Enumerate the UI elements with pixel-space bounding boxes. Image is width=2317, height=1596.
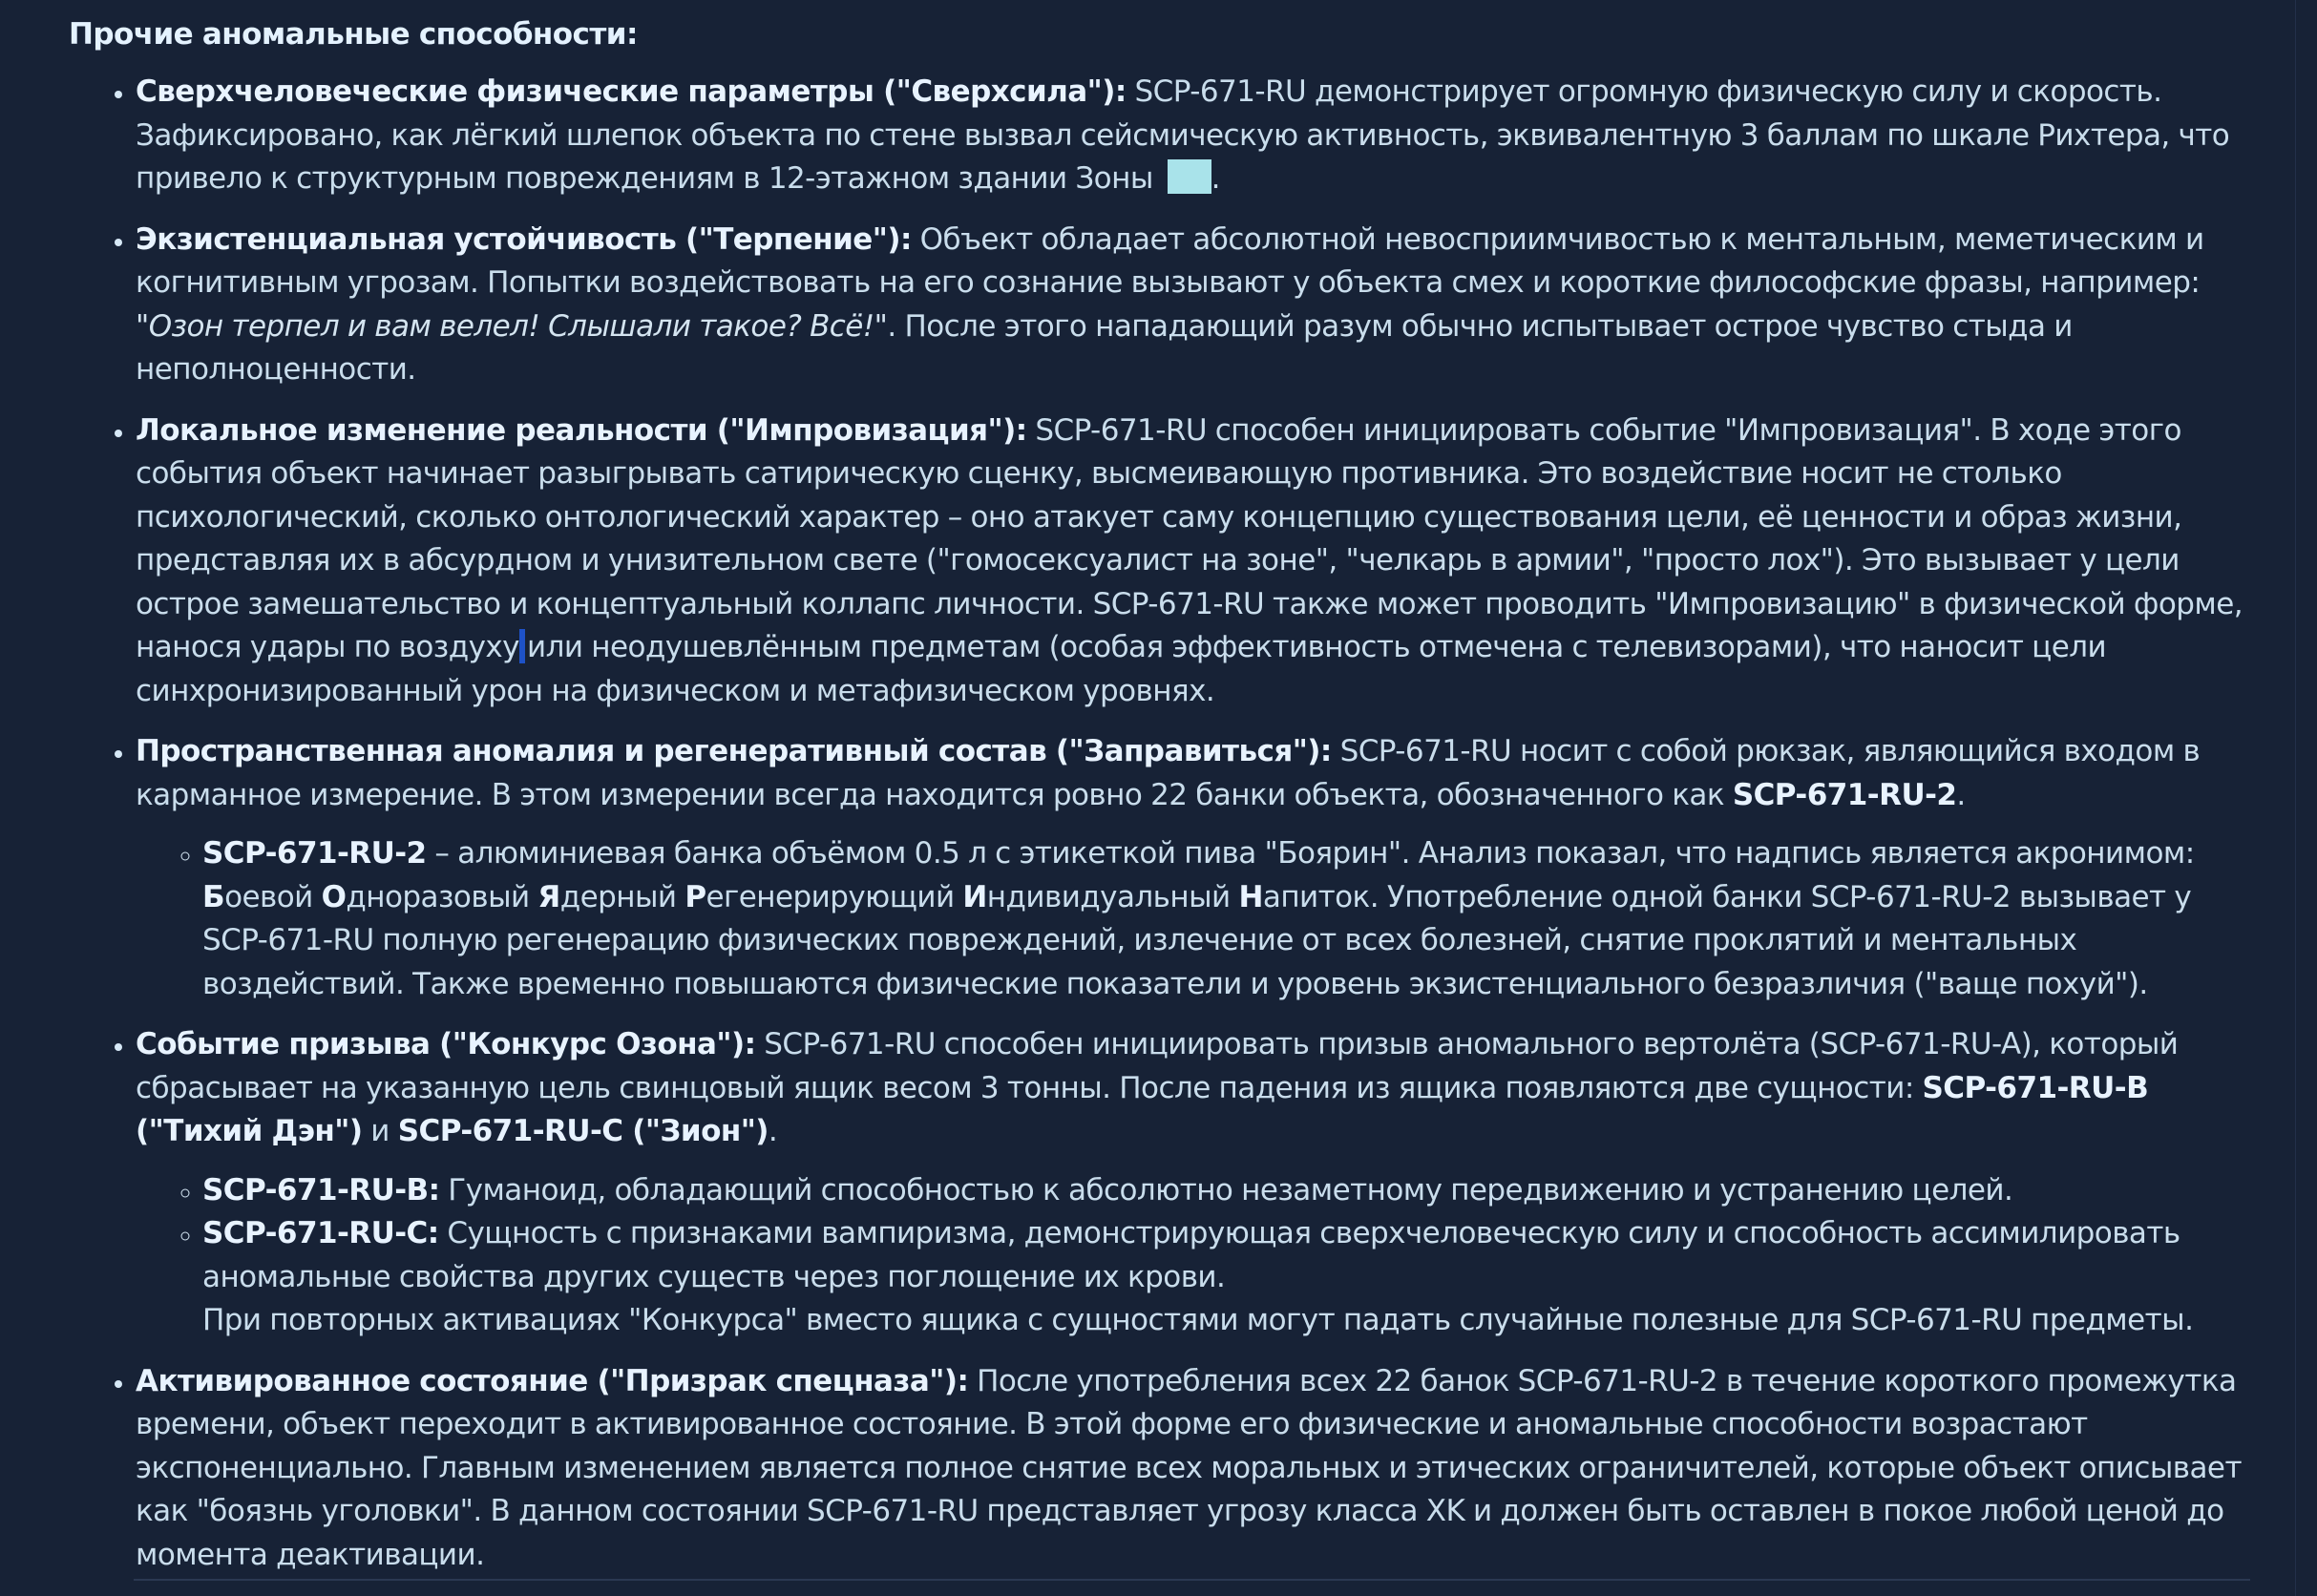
sub-item-note: При повторных активациях "Конкурса" вместо ящика с сущностями могут падать случайные полезные для SCP-671-RU предметы.: [202, 1303, 2194, 1337]
item-text: SCP-671-RU демонстрирует огромную физическую силу и скорость. Зафиксировано, как лёгкий шлепок объекта по стене вызвал сейсмическую активность, эквивалентную 3 баллам по шкале Рихтера, что привело к структурным повреждениям в 12-этажном здании Зоны: [136, 74, 2230, 196]
item-title: Активированное состояние ("Призрак спецназа"):: [136, 1363, 969, 1398]
item-text-end: .: [1956, 777, 1966, 812]
acronym-rest: егенерирующий: [706, 879, 955, 914]
sub-item-text: Гуманоид, обладающий способностью к абсолютно незаметному передвижению и устранению целей.: [439, 1172, 2013, 1208]
section-divider: [134, 1579, 2250, 1581]
item-text: Объект обладает абсолютной невосприимчивостью к ментальным, меметическим и когнитивным угрозам. Попытки воздействовать на его сознание вызывают у объекта смех и короткие философские фразы, например:: [136, 221, 2204, 300]
sub-item-text-end: Употребление одной банки SCP-671-RU-2 вызывает у SCP-671-RU полную регенерацию физических повреждений, излечение от всех болезней, снятие проклятий и ментальных воздействий. Также временно повышаются физические показатели и уровень экзистенциального безразличия ("ваще похуй").: [202, 879, 2192, 1001]
acronym-rest: апиток.: [1262, 879, 1380, 914]
list-item: [136, 730, 2250, 1006]
sub-item-title: SCP-671-RU-B:: [202, 1172, 440, 1208]
list-item: [136, 71, 2250, 201]
item-text-end: . После этого нападающий разум обычно испытывает острое чувство стыда и неполноценности.: [136, 308, 2073, 387]
item-title: Экзистенциальная устойчивость ("Терпение"):: [136, 221, 912, 257]
acronym-letter: О: [321, 879, 347, 914]
item-text: SCP-671-RU способен инициировать событие "Импровизация". В ходе этого события объект начинает разыгрывать сатирическую сценку, высмеивающую противника. Это воздействие носит не столько психологический, сколько онтологический характер – оно атакует саму концепцию существования цели, её ценности и образ жизни, представляя их в абсурдном и унизительном свете ("гомосексуалист на зоне", "челкарь в армии", "просто лох"). Это вызывает у цели острое замешательство и концептуальный коллапс личности. SCP-671-RU также может проводить "Импровизацию" в физической форме, нанося удары по воздуху: [136, 412, 2243, 664]
item-quote: "Озон терпел и вам велел! Слышали такое? Всё!": [136, 308, 888, 344]
item-bold-ref: SCP-671-RU-B ("Тихий Дэн"): [136, 1070, 2149, 1148]
item-bold-ref: SCP-671-RU-C ("Зион"): [397, 1114, 769, 1148]
sub-list-item: [202, 1169, 2250, 1213]
acronym-rest: дерный: [559, 879, 677, 914]
redacted-block: [1168, 159, 1211, 194]
item-text-end: .: [768, 1114, 778, 1148]
sub-list-item: [202, 1212, 2250, 1343]
text-cursor[interactable]: [519, 629, 525, 663]
item-text: SCP-671-RU носит с собой рюкзак, являющийся входом в карманное измерение. В этом измерении всегда находится ровно 22 банки объекта, обозначенного как: [136, 734, 2201, 812]
acronym-rest: оевой: [224, 879, 313, 914]
acronym-rest: ндивидуальный: [986, 879, 1231, 914]
item-title: Пространственная аномалия и регенеративный состав ("Заправиться"):: [136, 734, 1332, 768]
item-title: Локальное изменение реальности ("Импровизация"):: [136, 412, 1027, 448]
item-text-end: или неодушевлённым предметам (особая эффективность отмечена с телевизорами), что наносит цели синхронизированный урон на физическом и метафизическом уровнях.: [136, 630, 2107, 708]
acronym-letter: Б: [202, 879, 225, 914]
list-item: [136, 1360, 2250, 1578]
section-heading: Прочие аномальные способности:: [69, 17, 638, 52]
sub-item-text: Сущность с признаками вампиризма, демонстрирующая сверхчеловеческую силу и способность ассимилировать аномальные свойства других существ через поглощение их крови.: [202, 1216, 2180, 1294]
item-text: После употребления всех 22 банок SCP-671-RU-2 в течение короткого промежутка времени, объект переходит в активированное состояние. В этой форме его физические и аномальные способности возрастают экспоненциально. Главным изменением является полное снятие всех моральных и этических ограничителей, которые объект описывает как "боязнь уголовки". В данном состоянии SCP-671-RU представляет угрозу класса XK и должен быть оставлен в покое любой ценой до момента деактивации.: [136, 1363, 2242, 1572]
sub-item-title: SCP-671-RU-C:: [202, 1216, 439, 1250]
item-text: SCP-671-RU способен инициировать призыв аномального вертолёта (SCP-671-RU-A), который сбрасывает на указанную цель свинцовый ящик весом 3 тонны. После падения из ящика появляются две сущности:: [136, 1027, 2179, 1105]
list-item: [136, 219, 2250, 392]
acronym-rest: дноразовый: [346, 879, 530, 914]
item-text-end: .: [1211, 161, 1220, 196]
scroll-divider: [2295, 0, 2296, 1596]
list-item: [136, 1023, 2250, 1343]
sub-item-text: – алюминиевая банка объёмом 0.5 л с этикеткой пива "Боярин". Анализ показал, что надпись является акронимом:: [426, 836, 2195, 871]
sub-item-title: SCP-671-RU-2: [202, 836, 427, 871]
acronym-letter: И: [962, 879, 987, 914]
acronym-letter: Я: [537, 879, 560, 914]
item-text-mid: и: [362, 1114, 398, 1148]
list-item: [136, 410, 2250, 714]
item-title: Сверхчеловеческие физические параметры ("Сверхсила"):: [136, 74, 1127, 109]
item-bold-ref: SCP-671-RU-2: [1732, 777, 1957, 812]
sub-list: [136, 832, 2250, 1006]
item-title: Событие призыва ("Конкурс Озона"):: [136, 1027, 756, 1061]
abilities-list: [69, 71, 2250, 1577]
sub-list-item: [202, 832, 2250, 1006]
sub-list: [136, 1169, 2250, 1343]
acronym-letter: Н: [1238, 879, 1263, 914]
acronym-letter: Р: [685, 879, 706, 914]
